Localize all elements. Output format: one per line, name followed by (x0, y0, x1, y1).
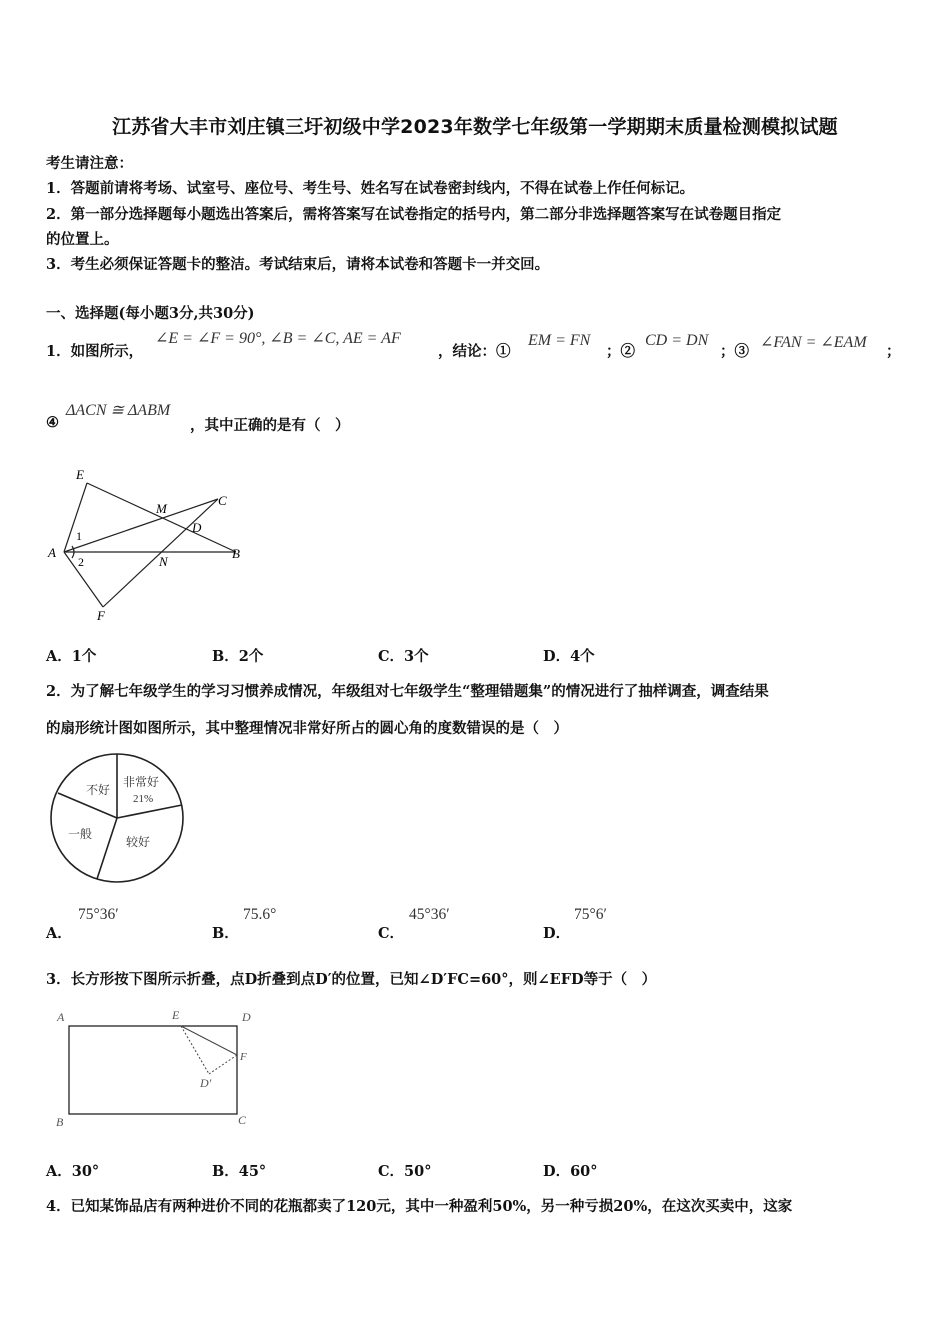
q2-pie-label-very-good: 非常好 (123, 775, 160, 789)
q2-pie-label-good: 较好 (126, 835, 151, 849)
q2-option-a-letter[interactable]: A． (46, 925, 72, 942)
q1-label-A: A (48, 545, 56, 560)
q1-option-a[interactable]: A．1个 (46, 648, 97, 665)
q1-sep-3: ；③ (720, 343, 749, 360)
q3-option-a[interactable]: A．30° (46, 1163, 100, 1180)
q1-conclusion-1: EM = FN (528, 332, 591, 349)
q3-label-A: A (57, 1010, 65, 1024)
q1-conclusion-4: ΔACN ≅ ΔABM (66, 402, 171, 419)
q3-label-B: B (56, 1115, 64, 1129)
q1-label-D: D (192, 520, 202, 535)
q2-option-c-letter[interactable]: C． (378, 925, 405, 942)
notice-item-2: 2．第一部分选择题每小题选出答案后，需将答案写在试卷指定的括号内，第二部分非选择题答案写在试卷题目指定 (46, 206, 782, 223)
q1-condition: ∠E = ∠F = 90°, ∠B = ∠C, AE = AF (155, 330, 401, 347)
q1-label-2: 2 (78, 555, 84, 569)
q1-label-C: C (218, 493, 227, 508)
q2-pie-label-normal: 一般 (68, 827, 93, 841)
page-title: 江苏省大丰市刘庄镇三圩初级中学2023年数学七年级第一学期期末质量检测模拟试题 (112, 116, 838, 138)
q2-pie-label-very-good-pct: 21% (133, 793, 154, 805)
q1-conclusion-4-marker: ④ (46, 414, 59, 431)
q2-option-b-letter[interactable]: B． (212, 925, 239, 942)
q3-rectangle-figure (52, 1004, 262, 1134)
q1-conclusion-2: CD = DN (645, 332, 709, 349)
notice-item-2-cont: 的位置上。 (46, 231, 119, 248)
q4-text: 4．已知某饰品店有两种进价不同的花瓶都卖了120元，其中一种盈利50%，另一种亏损20%，在这次买卖中，这家 (46, 1198, 793, 1215)
notice-heading: 考生请注意： (46, 155, 133, 172)
q3-label-D-prime: D′ (200, 1076, 212, 1090)
q1-label-N: N (159, 554, 168, 569)
q2-text-line-1: 2．为了解七年级学生的学习习惯养成情况，年级组对七年级学生“整理错题集”的情况进行了抽样调查，调查结果 (46, 683, 769, 700)
q2-option-a-value: 75°36′ (78, 906, 119, 923)
q1-lead: 1．如图所示， (46, 343, 144, 360)
q1-label-1: 1 (76, 529, 82, 543)
q3-option-d[interactable]: D．60° (543, 1163, 598, 1180)
q3-label-E: E (172, 1008, 180, 1022)
q1-option-c[interactable]: C．3个 (378, 648, 429, 665)
q2-pie-label-bad: 不好 (86, 783, 111, 797)
q1-triangle-figure (44, 462, 254, 622)
q1-label-M: M (156, 501, 167, 516)
q2-option-d-value: 75°6′ (574, 906, 607, 923)
q1-sep-4: ； (886, 343, 901, 360)
notice-item-1: 1．答题前请将考场、试室号、座位号、考生号、姓名写在试卷密封线内，不得在试卷上作任何标记。 (46, 180, 695, 197)
q1-tail: ，其中正确的是有（ ） (190, 417, 350, 434)
q2-option-d-letter[interactable]: D． (543, 925, 571, 942)
q2-option-b-value: 75.6° (243, 906, 277, 923)
q1-label-E: E (76, 467, 84, 482)
q2-pie-chart (48, 752, 188, 887)
q1-label-B: B (232, 546, 240, 561)
q1-conclusion-label: ，结论：① (438, 343, 511, 360)
q3-label-C: C (238, 1113, 247, 1127)
q2-text-line-2: 的扇形统计图如图所示，其中整理情况非常好所占的圆心角的度数错误的是（ ） (46, 720, 568, 737)
q1-sep-2: ；② (606, 343, 635, 360)
q3-option-b[interactable]: B．45° (212, 1163, 267, 1180)
section-heading: 一、选择题(每小题3分,共30分) (46, 305, 255, 322)
q3-option-c[interactable]: C．50° (378, 1163, 432, 1180)
q3-label-F: F (240, 1051, 247, 1063)
q1-option-d[interactable]: D．4个 (543, 648, 595, 665)
notice-item-3: 3．考生必须保证答题卡的整洁。考试结束后，请将本试卷和答题卡一并交回。 (46, 256, 550, 273)
q1-conclusion-3: ∠FAN = ∠EAM (760, 334, 867, 351)
q3-text: 3．长方形按下图所示折叠，点D折叠到点D′的位置，已知∠D′FC=60°，则∠EFD等于（ ） (46, 971, 657, 988)
q2-option-c-value: 45°36′ (409, 906, 450, 923)
q1-option-b[interactable]: B．2个 (212, 648, 264, 665)
q3-label-D: D (242, 1010, 251, 1024)
q1-label-F: F (97, 608, 105, 622)
